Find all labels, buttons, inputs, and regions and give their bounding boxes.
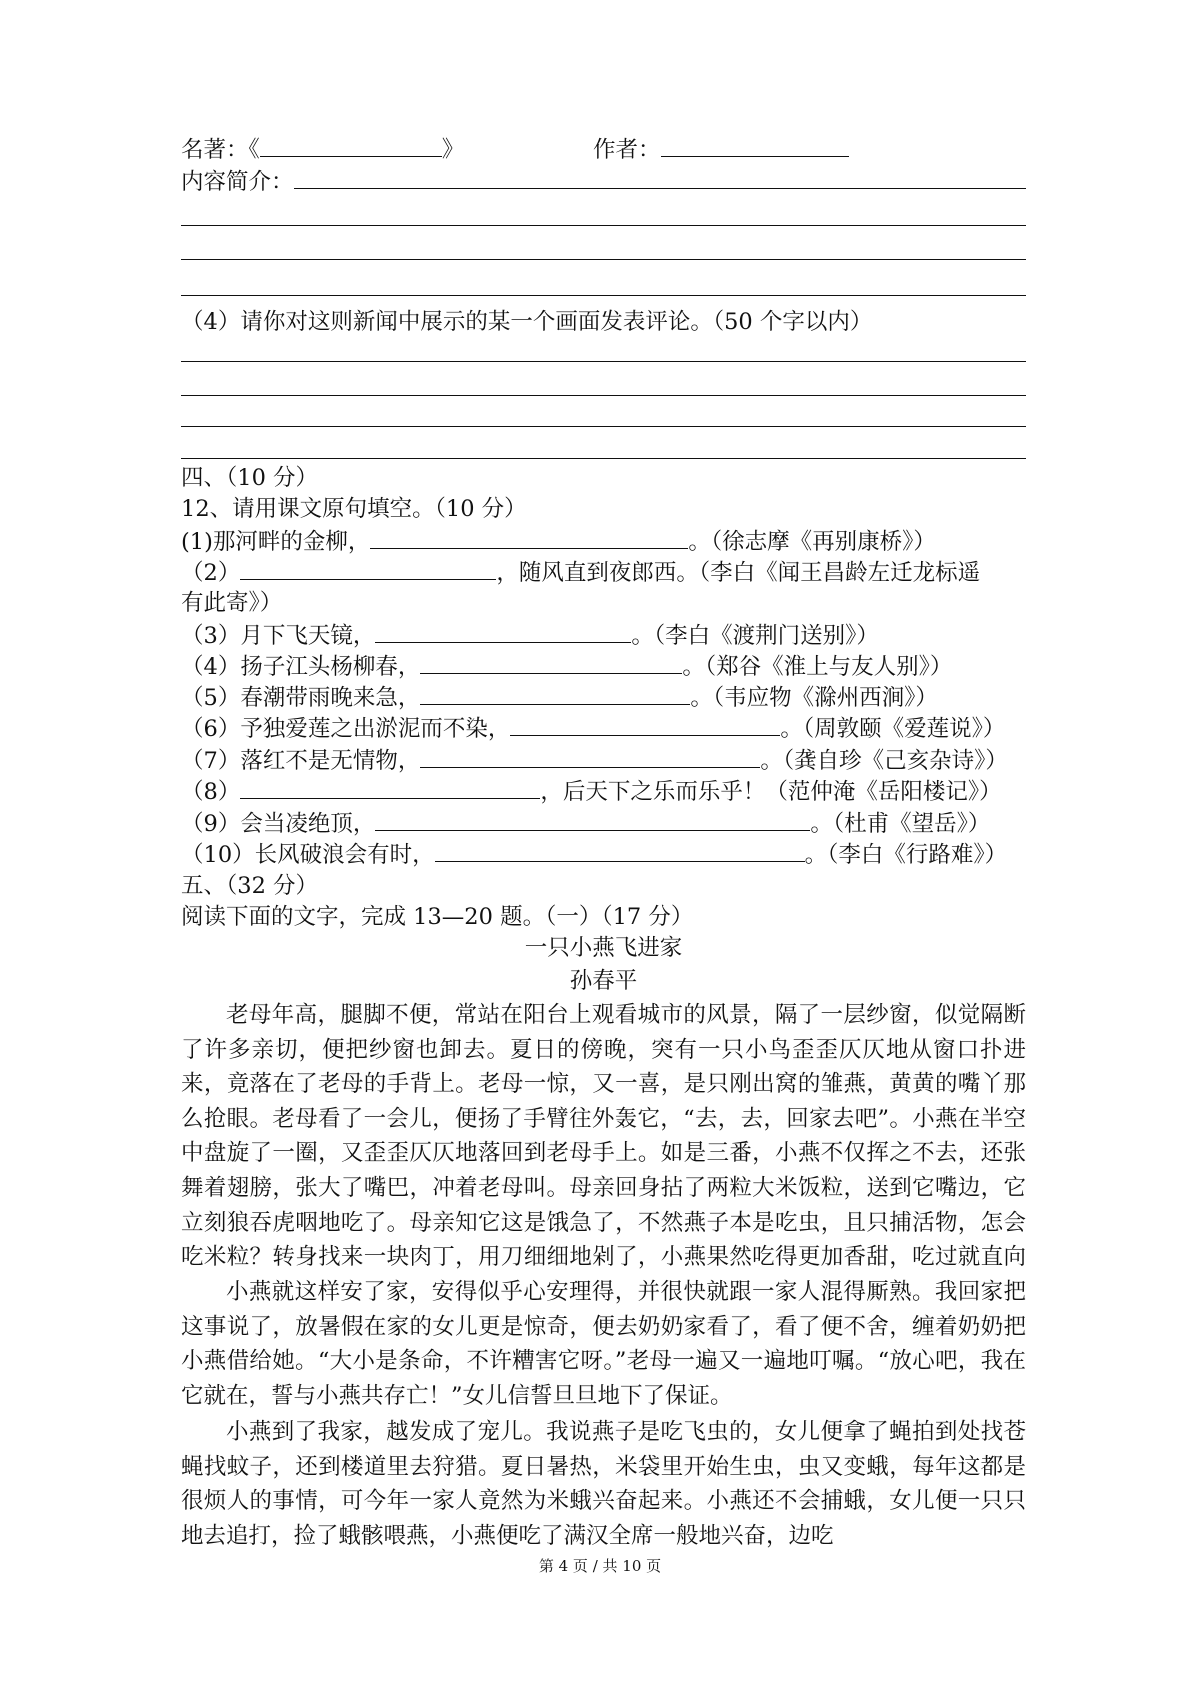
summary-answer-line[interactable]	[181, 259, 1026, 260]
page-number: 第 4 页 / 共 10 页	[538, 1557, 662, 1575]
fill-item-blank[interactable]	[420, 682, 690, 705]
book-title-row	[181, 134, 1026, 165]
fill-item-10	[181, 839, 1026, 870]
fill-item-text: （8）	[181, 779, 241, 805]
fill-item-source: ，随风直到夜郎西。（李白《闻王昌龄左迁龙标遥	[496, 560, 981, 586]
fill-item-7	[181, 745, 1026, 776]
fill-item-source: 。（杜甫《望岳》）	[810, 811, 991, 837]
fill-item-blank[interactable]	[510, 713, 780, 736]
fill-item-blank[interactable]	[240, 557, 496, 580]
fill-item-text: (1)那河畔的金柳，	[181, 529, 371, 555]
fill-item-blank[interactable]	[420, 745, 760, 768]
fill-item-blank[interactable]	[420, 651, 682, 674]
fill-item-3	[181, 620, 1026, 651]
book-title-blank[interactable]	[260, 134, 442, 157]
summary-answer-line[interactable]	[181, 295, 1026, 296]
fill-item-text: （10）长风破浪会有时，	[181, 842, 435, 868]
q4-answer-line[interactable]	[181, 458, 1026, 459]
fill-item-text: （9）会当凌绝顶，	[181, 811, 376, 837]
q4-prompt: （4）请你对这则新闻中展示的某一个画面发表评论。（50 个字以内）	[181, 309, 873, 335]
fill-item-source: 。（韦应物《滁州西涧》）	[690, 685, 938, 711]
book-title-close: 》	[441, 137, 465, 163]
article-paragraph-3: 小燕到了我家，越发成了宠儿。我说燕子是吃飞虫的，女儿便拿了蝇拍到处找苍蝇找蚊子，还到楼道里去狩猎。夏日暑热，米袋里开始生虫，虫又变蛾，每年这都是很烦人的事情，可今年一家人竟然为米蛾兴奋起来。小燕还不会捕蛾，女儿便一只只地去追打，捡了蛾骸喂燕，小燕便吃了满汉全席一般地兴奋，边吃	[181, 1419, 1026, 1549]
fill-item-1	[181, 526, 1026, 557]
article-paragraph-2: 小燕就这样安了家，安得似乎心安理得，并很快就跟一家人混得厮熟。我回家把这事说了，放暑假在家的女儿更是惊奇，便去奶奶家看了，看了便不舍，缠着奶奶把小燕借给她。“大小是条命，不许糟害它呀。”老母一遍又一遍地叮嘱。“放心吧，我在它就在，誓与小燕共存亡！”女儿信誓旦旦地下了保证。	[181, 1279, 1026, 1409]
summary-row	[181, 166, 1026, 197]
fill-item-source: 。（李白《渡荆门送别》）	[631, 623, 879, 649]
fill-item-4	[181, 651, 1026, 682]
fill-item-text: （3）月下飞天镜，	[181, 623, 376, 649]
fill-item-source: 。（周敦颐《爱莲说》）	[780, 716, 1006, 742]
fill-item-source: 。（龚自珍《己亥杂诗》）	[760, 748, 1008, 774]
fill-item-5	[181, 682, 1026, 713]
fill-item-text: 有此寄》）	[181, 590, 283, 616]
article-title: 一只小燕飞进家	[524, 935, 683, 961]
fill-item-source: 。（徐志摩《再别康桥》）	[688, 529, 936, 555]
fill-item-blank[interactable]	[240, 776, 540, 799]
fill-item-blank[interactable]	[375, 808, 810, 831]
reading-intro: 阅读下面的文字，完成 13—20 题。（一）（17 分）	[181, 904, 694, 930]
summary-label: 内容简介：	[181, 169, 294, 195]
fill-item-blank[interactable]	[375, 620, 631, 643]
summary-answer-line[interactable]	[181, 225, 1026, 226]
author-label: 作者：	[593, 137, 661, 163]
fill-item-blank[interactable]	[370, 526, 688, 549]
summary-blank[interactable]	[294, 166, 1026, 189]
question-12-prompt: 12、请用课文原句填空。（10 分）	[181, 496, 527, 522]
q4-answer-line[interactable]	[181, 395, 1026, 396]
fill-item-source: ，后天下之乐而乐乎！（范仲淹《岳阳楼记》）	[540, 779, 1002, 805]
fill-item-text: （6）予独爱莲之出淤泥而不染，	[181, 716, 511, 742]
fill-item-text: （7）落红不是无情物，	[181, 748, 421, 774]
fill-item-2	[181, 557, 1026, 588]
fill-item-9	[181, 808, 1026, 839]
q4-answer-line[interactable]	[181, 361, 1026, 362]
author-group	[593, 134, 849, 165]
fill-item-6	[181, 713, 1026, 744]
article-author: 孙春平	[569, 968, 638, 994]
q4-answer-line[interactable]	[181, 426, 1026, 427]
fill-item-8	[181, 776, 1026, 807]
fill-item-2-continued	[181, 588, 1026, 618]
section-4-heading: 四、（10 分）	[181, 465, 319, 491]
fill-item-text: （4）扬子江头杨柳春，	[181, 654, 421, 680]
fill-item-source: 。（李白《行路难》）	[804, 842, 1008, 868]
fill-item-text: （2）	[181, 560, 241, 586]
article-paragraph-1: 老母年高，腿脚不便，常站在阳台上观看城市的风景，隔了一层纱窗，似觉隔断了许多亲切，便把纱窗也卸去。夏日的傍晚，突有一只小鸟歪歪仄仄地从窗口扑进来，竟落在了老母的手背上。老母一惊，又一喜，是只刚出窝的雏燕，黄黄的嘴丫那么抢眼。老母看了一会儿，便扬了手臂往外轰它，“去，去，回家去吧”。小燕在半空中盘旋了一圈，又歪歪仄仄地落回到老母手上。如是三番，小燕不仅挥之不去，还张舞着翅膀，张大了嘴巴，冲着老母叫。母亲回身拈了两粒大米饭粒，送到它嘴边，它立刻狼吞虎咽地吃了。母亲知它这是饿急了，不然燕子本是吃虫，且只捕活物，怎会吃米粒？转身找来一块肉丁，用刀细细地剁了，小燕果然吃得更加香甜，吃过就直向	[181, 1002, 1026, 1271]
section-5-heading: 五、（32 分）	[181, 873, 319, 899]
fill-item-source: 。（郑谷《淮上与友人别》）	[682, 654, 953, 680]
author-blank[interactable]	[661, 134, 849, 157]
fill-item-blank[interactable]	[435, 839, 805, 862]
book-title-label: 名著：《	[181, 137, 260, 163]
fill-item-text: （5）春潮带雨晚来急，	[181, 685, 421, 711]
